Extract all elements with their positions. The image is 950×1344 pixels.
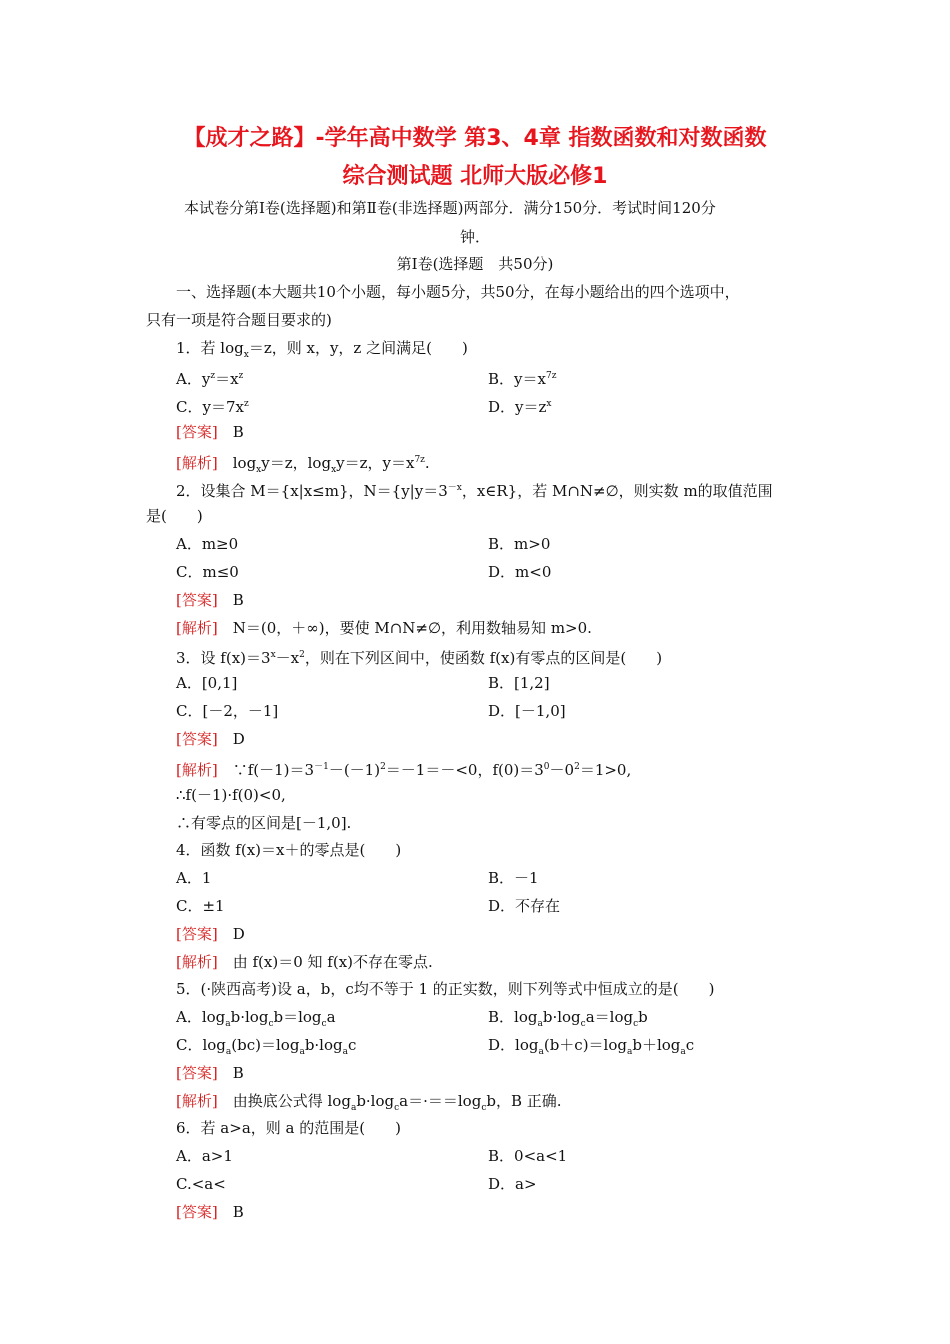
q1-stem: 1．若 $\log_x=z$，则 x，y，z 之间满足( ) bbox=[176, 339, 468, 360]
answer-label: [答案] bbox=[176, 925, 218, 943]
q1-analysis: [解析] $\log_xy=z$，$\log_xy=z$，$y=x^{7z}$. bbox=[176, 454, 430, 475]
part-intro-line1: 一、选择题(本大题共10个小题，每小题5分，共50分，在每小题给出的四个选项中， bbox=[176, 283, 740, 301]
analysis-label: [解析] bbox=[176, 953, 218, 971]
q2-option-a: A．m≥0 bbox=[176, 535, 239, 553]
q5-option-a: A．$\log_ab\cdot\log_cb=\log_ca$ bbox=[176, 1008, 336, 1029]
q2-answer: [答案] B bbox=[176, 591, 244, 609]
q4-option-a: A．1 bbox=[176, 869, 212, 887]
q4-option-c: C．±1 bbox=[176, 897, 225, 915]
doc-title-line2: 综合测试题 北师大版必修1 bbox=[342, 164, 608, 189]
q3-option-d: D．[－1,0] bbox=[488, 702, 566, 720]
q5-answer: [答案] B bbox=[176, 1064, 244, 1082]
doc-title-line1: 【成才之路】-学年高中数学 第3、4章 指数函数和对数函数 bbox=[183, 126, 767, 151]
q1-option-d: D．$y=z^x$ bbox=[488, 398, 552, 416]
q3-stem: 3．设 $f(x)=3^x-x^2$，则在下列区间中，使函数 f(x)有零点的区间是( ) bbox=[176, 649, 663, 667]
analysis-label: [解析] bbox=[176, 761, 218, 779]
q4-option-b: B．－1 bbox=[488, 869, 539, 887]
analysis-label: [解析] bbox=[176, 1092, 218, 1110]
q2-option-d: D．m<0 bbox=[488, 563, 552, 581]
q5-option-b: B．$\log_ab\cdot\log_ca=\log_cb$ bbox=[488, 1008, 648, 1029]
q2-stem-line2: 是( ) bbox=[146, 507, 203, 525]
q2-stem-line1: 2．设集合 M＝{x|x≤m}，$N=\{y|y=3^{-x}$，x∈R}，若 M∩N≠∅，则实数 m的取值范围 bbox=[176, 482, 773, 500]
q4-option-d: D．不存在 bbox=[488, 897, 561, 915]
answer-label: [答案] bbox=[176, 730, 218, 748]
analysis-label: [解析] bbox=[176, 619, 218, 637]
answer-label: [答案] bbox=[176, 1203, 218, 1221]
q6-option-d: D．a> bbox=[488, 1175, 537, 1193]
q3-option-b: B．[1,2] bbox=[488, 674, 550, 692]
q6-option-c: C.<a< bbox=[176, 1175, 226, 1193]
answer-label: [答案] bbox=[176, 423, 218, 441]
q5-option-d: D．$\log_a(b+c)=\log_ab+\log_ac$ bbox=[488, 1036, 695, 1057]
answer-label: [答案] bbox=[176, 1064, 218, 1082]
q6-answer: [答案] B bbox=[176, 1203, 244, 1221]
q3-option-c: C．[－2，－1] bbox=[176, 702, 279, 720]
q6-option-b: B．0<a<1 bbox=[488, 1147, 568, 1165]
intro-line1: 本试卷分第Ⅰ卷(选择题)和第Ⅱ卷(非选择题)两部分．满分150分．考试时间120分 bbox=[184, 199, 716, 217]
q2-option-c: C．m≤0 bbox=[176, 563, 239, 581]
q6-option-a: A．a>1 bbox=[176, 1147, 233, 1165]
q4-stem: 4．函数 f(x)＝x＋的零点是( ) bbox=[176, 841, 402, 859]
intro-line2: 钟． bbox=[459, 228, 490, 246]
q3-analysis: [解析] $\because f(-1)=3^{-1}-(-1)^2=-1=-<0$，$f(0)=3^0-0^2=1>0$, bbox=[176, 761, 632, 779]
q1-option-b: B．$y=x^{7z}$ bbox=[488, 370, 557, 388]
answer-label: [答案] bbox=[176, 591, 218, 609]
q2-analysis: [解析] N＝(0，＋∞)，要使 M∩N≠∅，利用数轴易知 m>0. bbox=[176, 619, 592, 637]
q6-stem: 6．若 a>a，则 a 的范围是( ) bbox=[176, 1119, 401, 1137]
part-intro-line2: 只有一项是符合题目要求的) bbox=[146, 311, 332, 329]
section-title: 第Ⅰ卷(选择题 共50分) bbox=[396, 255, 554, 273]
q1-option-a: A．$y^z=x^z$ bbox=[176, 370, 244, 388]
q3-analysis-line2: ∴f(－1)·f(0)<0, bbox=[176, 786, 286, 804]
q4-analysis: [解析] 由 f(x)＝0 知 f(x)不存在零点. bbox=[176, 953, 433, 971]
q1-answer: [答案] B bbox=[176, 423, 244, 441]
q1-option-c: C．$y=7x^z$ bbox=[176, 398, 249, 416]
q2-option-b: B．m>0 bbox=[488, 535, 551, 553]
q3-option-a: A．[0,1] bbox=[176, 674, 238, 692]
q3-analysis-line3: ∴有零点的区间是[－1,0]. bbox=[176, 814, 352, 832]
q5-option-c: C．$\log_a(bc)=\log_ab\cdot\log_ac$ bbox=[176, 1036, 357, 1057]
q5-analysis: [解析] 由换底公式得 $\log_ab\cdot\log_ca=\cdot==\log_cb$，B 正确. bbox=[176, 1092, 562, 1113]
analysis-label: [解析] bbox=[176, 454, 218, 472]
q4-answer: [答案] D bbox=[176, 925, 245, 943]
q3-answer: [答案] D bbox=[176, 730, 245, 748]
q5-stem: 5．(·陕西高考)设 a，b，c均不等于 1 的正实数，则下列等式中恒成立的是( ) bbox=[176, 980, 715, 998]
